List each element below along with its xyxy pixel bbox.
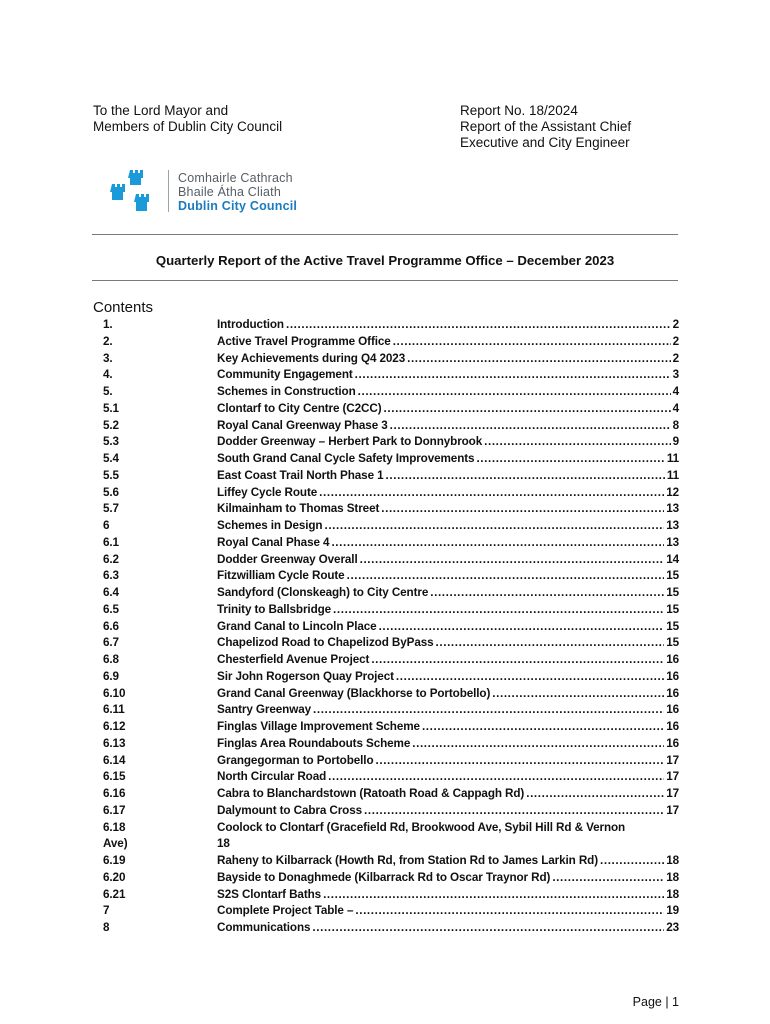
toc-leader-dots [333, 603, 664, 616]
toc-entry-page: 14 [666, 552, 679, 566]
report-author-line-1: Report of the Assistant Chief [460, 119, 632, 134]
toc-entry[interactable] [0, 904, 770, 921]
toc-entry[interactable] [0, 871, 770, 888]
toc-entry-page: 16 [666, 653, 679, 666]
report-author-line-2: Executive and City Engineer [460, 135, 630, 150]
toc-entry-link[interactable] [217, 620, 679, 633]
toc-leader-dots [600, 854, 664, 867]
toc-entry[interactable] [0, 553, 770, 570]
toc-entry-link[interactable] [217, 486, 679, 499]
toc-entry-page: 8 [672, 418, 679, 432]
toc-entry[interactable] [0, 854, 770, 871]
toc-leader-dots [412, 737, 664, 750]
toc-entry-number: 6.10 [103, 686, 126, 700]
toc-entry-title: Grand Canal to Lincoln Place [217, 619, 377, 633]
toc-entry-page: 16 [666, 686, 679, 700]
toc-entry[interactable] [0, 335, 770, 352]
toc-entry-page: 2 [672, 334, 679, 348]
toc-entry-title: Cabra to Blanchardstown (Ratoath Road & Cappagh Rd) [217, 787, 525, 800]
toc-entry-page: 15 [666, 586, 679, 599]
toc-entry-page: 2 [672, 351, 679, 365]
toc-entry-page: 18 [666, 870, 679, 884]
toc-entry[interactable] [0, 787, 770, 804]
addressee-line-2: Members of Dublin City Council [93, 119, 283, 134]
toc-entry-number: 6.5 [103, 602, 119, 616]
toc-entry-link[interactable] [217, 569, 679, 582]
toc-entry-title: Finglas Area Roundabouts Scheme [217, 736, 411, 750]
toc-entry-page: 16 [666, 669, 679, 683]
toc-entry-title: Clontarf to City Centre (C2CC) [217, 401, 382, 415]
toc-entry-link[interactable] [217, 469, 679, 482]
toc-entry-page: 18 [666, 854, 679, 867]
report-number: Report No. 18/2024 [460, 103, 578, 118]
toc-entry-number: 6.2 [103, 552, 119, 566]
toc-leader-dots [319, 486, 664, 499]
toc-entry-number: 5.3 [103, 435, 119, 449]
toc-entry-number: 6.17 [103, 803, 126, 817]
toc-entry-page: 15 [666, 619, 679, 633]
toc-leader-dots [552, 871, 664, 884]
toc-entry-link[interactable] [217, 586, 679, 599]
toc-leader-dots [396, 670, 664, 683]
top-divider [92, 234, 678, 235]
toc-entry-link[interactable] [217, 770, 679, 783]
toc-entry-page: 2 [672, 318, 679, 331]
toc-entry-number: 1. [103, 318, 113, 331]
toc-entry-title: Schemes in Design [217, 519, 323, 532]
toc-entry-title: Fitzwilliam Cycle Route [217, 569, 345, 583]
toc-entry-link[interactable] [217, 871, 679, 884]
toc-leader-dots [390, 419, 671, 432]
toc-leader-dots [328, 770, 664, 783]
toc-entry[interactable] [0, 620, 770, 637]
toc-entry-page: 13 [666, 535, 679, 549]
toc-entry-title: Key Achievements during Q4 2023 [217, 351, 406, 365]
logo-divider [168, 170, 169, 212]
toc-entry-title: Sandyford (Clonskeagh) to City Centre [217, 586, 429, 599]
toc-entry-link[interactable] [217, 921, 679, 934]
toc-entry[interactable] [0, 636, 770, 653]
toc-entry-link[interactable] [217, 335, 679, 348]
toc-entry[interactable] [0, 402, 770, 419]
toc-entry-page: 19 [666, 904, 679, 918]
toc-entry-page: 15 [666, 636, 679, 650]
toc-entry[interactable] [0, 921, 770, 938]
toc-entry-page: 4 [672, 385, 679, 398]
logo-text-irish-1: Comhairle Cathrach [178, 171, 293, 185]
toc-entry-link[interactable] [217, 402, 679, 415]
toc-entry-number: 5. [103, 385, 113, 398]
toc-leader-dots [347, 569, 665, 582]
toc-entry-title: North Circular Road [217, 770, 327, 784]
toc-entry-number: 8 [103, 921, 110, 934]
toc-entry[interactable] [0, 352, 770, 369]
toc-entry-page: 17 [666, 787, 679, 800]
toc-entry-title: Introduction [217, 318, 284, 331]
toc-entry-number: 2. [103, 334, 113, 348]
toc-entry-link[interactable] [217, 502, 679, 515]
toc-entry-page: 15 [666, 569, 679, 583]
toc-entry-number: 6.14 [103, 753, 126, 767]
toc-leader-dots [393, 335, 671, 348]
toc-entry-link[interactable] [217, 653, 679, 666]
toc-entry-number: 6.15 [103, 770, 126, 784]
toc-entry-page: 13 [666, 502, 679, 516]
toc-entry-title: Sir John Rogerson Quay Project [217, 669, 394, 683]
toc-entry-page: 3 [672, 368, 679, 382]
toc-entry-number: 5.4 [103, 452, 119, 465]
toc-entry-number: 5.1 [103, 401, 119, 415]
toc-leader-dots [526, 787, 664, 800]
toc-entry-page: 18 [217, 837, 230, 851]
toc-entry-link[interactable] [217, 687, 679, 700]
page-number: Page | 1 [632, 995, 679, 1009]
toc-entry-title[interactable]: Coolock to Clontarf (Gracefield Rd, Brookwood Ave, Sybil Hill Rd & Vernon [217, 820, 626, 834]
toc-leader-dots [358, 385, 671, 398]
toc-entry[interactable] [0, 368, 770, 385]
toc-entry-number: 6.20 [103, 870, 126, 884]
toc-entry[interactable] [0, 687, 770, 704]
toc-entry-page: 16 [666, 720, 679, 733]
castles-emblem-icon [110, 168, 160, 216]
toc-entry-continuation[interactable] [0, 837, 770, 854]
toc-entry-title: Dodder Greenway Overall [217, 552, 358, 566]
toc-entry-link[interactable] [217, 720, 679, 733]
toc-leader-dots [371, 653, 664, 666]
toc-entry-title: Royal Canal Phase 4 [217, 535, 330, 549]
toc-entry-link[interactable] [217, 435, 679, 448]
toc-entry-page: 18 [666, 887, 679, 901]
toc-entry-page: 17 [666, 770, 679, 784]
toc-leader-dots [422, 720, 664, 733]
toc-entry-link[interactable] [217, 368, 679, 381]
toc-entry-title: Chesterfield Avenue Project [217, 653, 370, 666]
toc-entry-number: 5.5 [103, 468, 119, 482]
toc-entry-number: 7 [103, 904, 110, 918]
toc-entry[interactable] [0, 502, 770, 519]
toc-entry-title: Complete Project Table – [217, 904, 354, 918]
toc-leader-dots [407, 352, 671, 365]
toc-entry-number: 5.2 [103, 418, 119, 432]
toc-leader-dots [430, 586, 664, 599]
toc-leader-dots [476, 452, 664, 465]
toc-entry-link[interactable] [217, 553, 679, 566]
toc-leader-dots [355, 904, 664, 917]
toc-entry[interactable] [0, 754, 770, 771]
toc-entry-page: 23 [666, 921, 679, 934]
toc-entry-page: 12 [666, 485, 679, 499]
toc-entry-number: 6.11 [103, 703, 125, 717]
toc-entry-link[interactable] [217, 804, 679, 817]
toc-entry-page: 9 [672, 435, 679, 449]
toc-entry-number: 5.6 [103, 485, 119, 499]
toc-entry-link[interactable] [217, 904, 679, 917]
toc-entry-title: S2S Clontarf Baths [217, 887, 322, 901]
toc-entry-link[interactable] [217, 737, 679, 750]
toc-entry-number: 3. [103, 351, 113, 365]
toc-entry-title: Schemes in Construction [217, 385, 356, 398]
toc-entry-page: 16 [666, 703, 679, 717]
toc-entry-number: 6.6 [103, 619, 119, 633]
toc-entry-number: 6.16 [103, 787, 126, 800]
toc-entry-title: Royal Canal Greenway Phase 3 [217, 418, 388, 432]
toc-leader-dots [484, 435, 670, 448]
toc-entry[interactable] [0, 536, 770, 553]
toc-leader-dots [324, 519, 664, 532]
toc-entry-number: 4. [103, 368, 113, 382]
toc-entry-page: 17 [666, 803, 679, 817]
dublin-city-council-logo [110, 168, 310, 216]
toc-entry-link[interactable] [217, 519, 679, 532]
toc-entry-number: 6.8 [103, 653, 119, 666]
toc-leader-dots [355, 368, 671, 381]
toc-entry-title: Grangegorman to Portobello [217, 753, 374, 767]
report-title: Quarterly Report of the Active Travel Programme Office – December 2023 [155, 253, 615, 268]
toc-entry-link[interactable] [217, 452, 679, 465]
toc-entry-number: 6.13 [103, 736, 126, 750]
toc-leader-dots [360, 553, 665, 566]
toc-leader-dots [286, 318, 671, 331]
toc-entry-title: Communications [217, 921, 311, 934]
toc-entry-title: Trinity to Ballsbridge [217, 602, 332, 616]
toc-leader-dots [381, 502, 664, 515]
toc-entry-page: 11 [666, 452, 679, 465]
toc-entry-page: 15 [666, 602, 679, 616]
toc-entry-link[interactable] [217, 603, 679, 616]
toc-entry-number: 6.19 [103, 854, 126, 867]
toc-entry-link[interactable] [217, 754, 679, 767]
toc-entry-link[interactable] [217, 787, 679, 800]
contents-heading: Contents [93, 299, 154, 316]
toc-leader-dots [384, 402, 671, 415]
toc-leader-dots [313, 703, 664, 716]
logo-text-irish-2: Bhaile Átha Cliath [178, 185, 281, 199]
toc-entry-link[interactable] [217, 318, 679, 331]
toc-entry-page: 4 [672, 401, 679, 415]
toc-entry-title: Community Engagement [217, 368, 353, 382]
toc-entry[interactable] [0, 653, 770, 670]
toc-entry-link[interactable] [217, 670, 679, 683]
toc-leader-dots [386, 469, 665, 482]
toc-entry[interactable] [0, 519, 770, 536]
toc-entry-page: 11 [666, 468, 679, 482]
toc-entry-number-continuation: Ave) [103, 837, 128, 851]
toc-entry-title: Raheny to Kilbarrack (Howth Rd, from Station Rd to James Larkin Rd) [217, 854, 598, 867]
toc-entry-number: 6.9 [103, 669, 119, 683]
toc-entry-title: Active Travel Programme Office [217, 334, 391, 348]
toc-entry[interactable] [0, 770, 770, 787]
bottom-divider [92, 280, 678, 281]
toc-entry[interactable] [0, 703, 770, 720]
toc-leader-dots [364, 804, 664, 817]
toc-entry[interactable] [0, 435, 770, 452]
toc-entry-number: 6 [103, 519, 110, 532]
toc-entry[interactable] [0, 385, 770, 402]
toc-entry-title: Chapelizod Road to Chapelizod ByPass [217, 636, 434, 650]
toc-entry[interactable] [0, 804, 770, 821]
toc-entry-number: 6.3 [103, 569, 119, 583]
toc-entry[interactable] [0, 821, 770, 838]
toc-entry-title: South Grand Canal Cycle Safety Improvements [217, 452, 475, 465]
toc-leader-dots [331, 536, 664, 549]
toc-entry-title: Dalymount to Cabra Cross [217, 803, 363, 817]
toc-entry-link[interactable] [217, 854, 679, 867]
toc-entry[interactable] [0, 670, 770, 687]
toc-entry-link[interactable] [217, 385, 679, 398]
toc-entry-title: Santry Greenway [217, 703, 311, 717]
toc-entry-title: Kilmainham to Thomas Street [217, 502, 380, 516]
toc-entry[interactable] [0, 569, 770, 586]
toc-entry[interactable] [0, 419, 770, 436]
logo-text-english: Dublin City Council [178, 199, 298, 213]
toc-entry-link[interactable] [217, 536, 679, 549]
toc-entry-link[interactable] [217, 352, 679, 365]
toc-entry-title: Bayside to Donaghmede (Kilbarrack Rd to Oscar Traynor Rd) [217, 870, 551, 884]
toc-entry-link[interactable] [217, 419, 679, 432]
toc-entry[interactable] [0, 586, 770, 603]
toc-entry-number: 6.12 [103, 720, 126, 733]
toc-entry-title: Dodder Greenway – Herbert Park to Donnybrook [217, 435, 483, 449]
toc-entry-number: 6.7 [103, 636, 119, 650]
toc-leader-dots [436, 636, 665, 649]
toc-entry-number: 5.7 [103, 502, 119, 516]
toc-entry[interactable] [0, 486, 770, 503]
toc-entry[interactable] [0, 737, 770, 754]
toc-leader-dots [312, 921, 664, 934]
toc-entry-page: 13 [666, 519, 679, 532]
toc-entry[interactable] [0, 469, 770, 486]
toc-entry-number: 6.21 [103, 887, 126, 901]
toc-entry-page: 17 [666, 753, 679, 767]
toc-leader-dots [376, 754, 665, 767]
toc-entry-title: Grand Canal Greenway (Blackhorse to Portobello) [217, 686, 491, 700]
toc-entry[interactable] [0, 720, 770, 737]
toc-entry-link[interactable] [217, 888, 679, 901]
toc-entry-number: 6.4 [103, 586, 119, 599]
toc-entry-title: Liffey Cycle Route [217, 485, 318, 499]
toc-entry[interactable] [0, 888, 770, 905]
toc-leader-dots [492, 687, 664, 700]
toc-entry-page: 16 [666, 736, 679, 750]
toc-entry[interactable] [0, 452, 770, 469]
toc-entry-number: 6.18 [103, 820, 126, 834]
toc-entry[interactable] [0, 603, 770, 620]
addressee-line-1: To the Lord Mayor and [93, 103, 229, 118]
toc-entry-link[interactable] [217, 703, 679, 716]
toc-entry-number: 6.1 [103, 535, 119, 549]
toc-entry-link[interactable] [217, 636, 679, 649]
toc-leader-dots [323, 888, 664, 901]
toc-leader-dots [379, 620, 665, 633]
toc-entry-title: East Coast Trail North Phase 1 [217, 468, 384, 482]
toc-entry-title: Finglas Village Improvement Scheme [217, 720, 420, 733]
toc-entry[interactable] [0, 318, 770, 335]
